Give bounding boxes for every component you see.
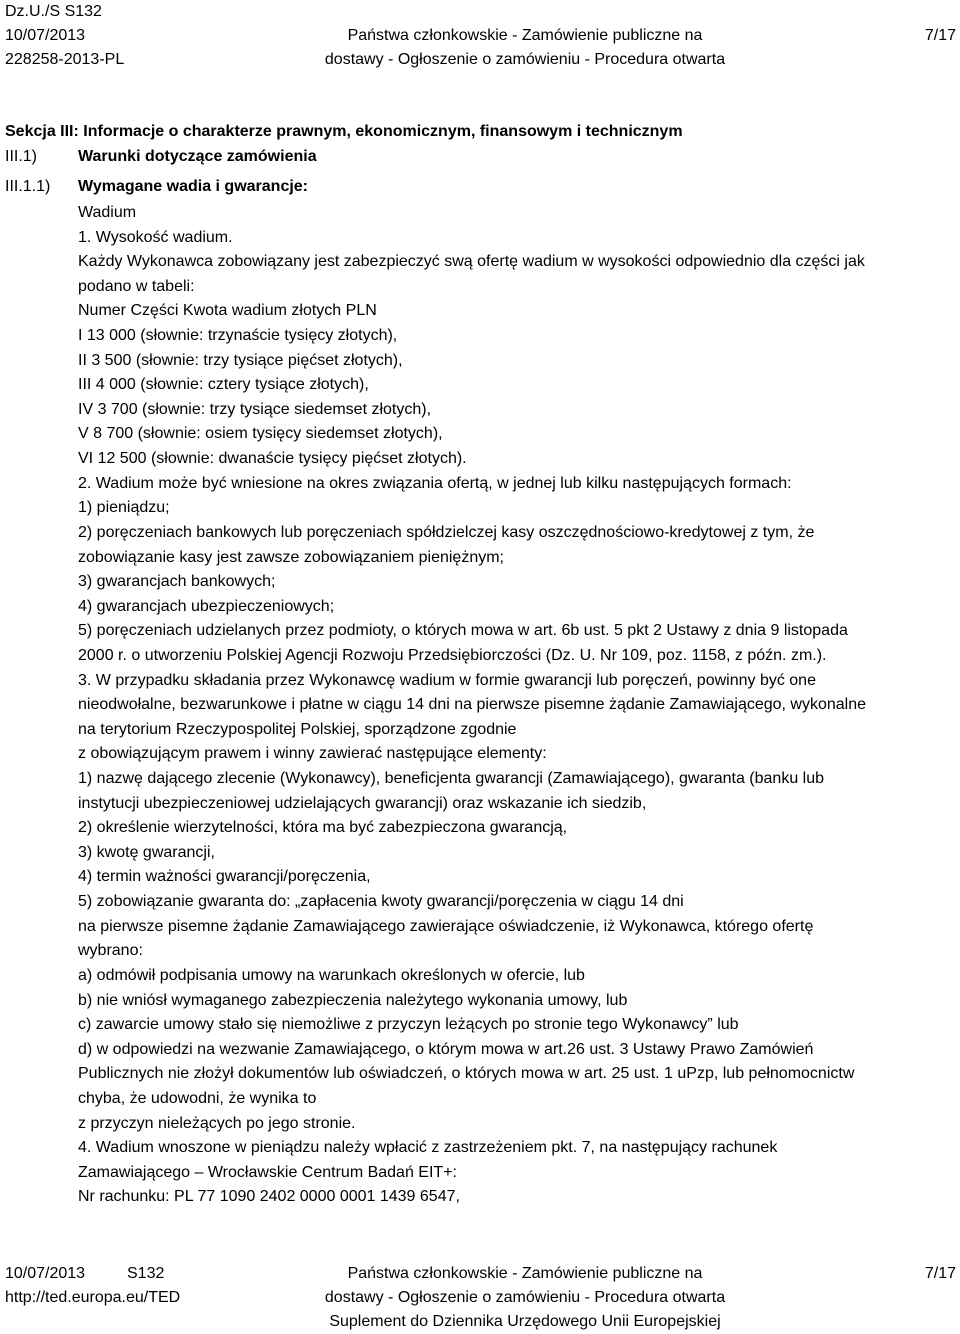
body-line: wybrano: (78, 942, 143, 960)
body-text (78, 201, 958, 1210)
section-title: Sekcja III: Informacje o charakterze prawnym, ekonomicznym, finansowym i technicznym (5, 123, 683, 140)
subsection-title: Warunki dotyczące zamówienia (78, 148, 317, 165)
journal-ref: Dz.U./S S132 (5, 3, 102, 20)
header-right (925, 0, 956, 48)
body-line: Nr rachunku: PL 77 1090 2402 0000 0001 1439 6547, (78, 1188, 460, 1206)
footer-url: http://ted.europa.eu/TED (5, 1289, 181, 1306)
body-line: 1. Wysokość wadium. (78, 228, 233, 246)
body-line: 1) nazwę dającego zlecenie (Wykonawcy), beneficjenta gwarancji (Zamawiającego), gwaranta (banku lub (78, 770, 825, 788)
footer-title-line-1: Państwa członkowskie - Zamówienie publiczne na (347, 1265, 703, 1282)
body-line: 4. Wadium wnoszone w pieniądzu należy wpłacić z zastrzeżeniem pkt. 7, na następujący rachunek (78, 1139, 778, 1157)
body-line: 5) poręczeniach udzielanych przez podmioty, o których mowa w art. 6b ust. 5 pkt 2 Ustawy z dnia 9 listopada (78, 622, 848, 640)
footer-center (300, 1262, 750, 1334)
body-line: 1) pieniądzu; (78, 499, 170, 517)
body-line: Publicznych nie złożył dokumentów lub oświadczeń, o których mowa w art. 25 ust. 1 uPzp, lub pełnomocnictw (78, 1065, 855, 1083)
body-line: zobowiązanie kasy jest zawsze zobowiązaniem pieniężnym; (78, 548, 504, 566)
header-date: 10/07/2013 (5, 27, 86, 44)
body-line: I 13 000 (słownie: trzynaście tysięcy złotych), (78, 327, 398, 345)
body-line: b) nie wniósł wymaganego zabezpieczenia należytego wykonania umowy, lub (78, 991, 628, 1009)
body-line: Numer Części Kwota wadium złotych PLN (78, 302, 377, 320)
header-left (5, 0, 124, 72)
body-line: z obowiązującym prawem i winny zawierać następujące elementy: (78, 745, 547, 763)
footer-date: 10/07/2013 (5, 1265, 86, 1282)
page-header (0, 0, 960, 72)
header-page-number: 7/17 (924, 27, 956, 44)
body-line: 3) gwarancjach bankowych; (78, 573, 276, 591)
body-line: na terytorium Rzeczypospolitej Polskiej, sporządzone zgodnie (78, 720, 517, 738)
body-line: 2. Wadium może być wniesione na okres związania ofertą, w jednej lub kilku następujących formach: (78, 474, 792, 492)
subsubsection-heading (5, 177, 308, 197)
body-line: III 4 000 (słownie: cztery tysiące złotych), (78, 376, 369, 394)
body-line: 2000 r. o utworzeniu Polskiej Agencji Rozwoju Przedsiębiorczości (Dz. U. Nr 109, poz. 1158, z późn. zm.). (78, 646, 827, 664)
body-line: 2) określenie wierzytelności, która ma być zabezpieczona gwarancją, (78, 819, 568, 837)
subsection-heading (5, 147, 317, 167)
body-line: a) odmówił podpisania umowy na warunkach określonych w ofercie, lub (78, 966, 585, 984)
header-title-line-2: dostawy - Ogłoszenie o zamówieniu - Procedura otwarta (324, 51, 726, 68)
body-line: 4) termin ważności gwarancji/poręczenia, (78, 868, 371, 886)
footer-series-col (127, 1262, 164, 1286)
header-title-line-1: Państwa członkowskie - Zamówienie publiczne na (347, 27, 703, 44)
footer-series: S132 (127, 1265, 165, 1282)
footer-right (925, 1262, 956, 1286)
body-line: Każdy Wykonawca zobowiązany jest zabezpieczyć swą ofertę wadium w wysokości odpowiednio dla części jak (78, 253, 865, 271)
body-line: 3) kwotę gwarancji, (78, 843, 215, 861)
body-line: nieodwołalne, bezwarunkowe i płatne w ciągu 14 dni na pierwsze pisemne żądanie Zamawiającego, wykonalne (78, 696, 867, 714)
body-line: 4) gwarancjach ubezpieczeniowych; (78, 597, 335, 615)
body-line: Zamawiającego – Wrocławskie Centrum Badań EIT+: (78, 1163, 457, 1181)
body-line: 2) poręczeniach bankowych lub poręczeniach spółdzielczej kasy oszczędnościowo-kredytowej z tym, że (78, 523, 815, 541)
body-line: z przyczyn nieleżących po jego stronie. (78, 1114, 356, 1132)
footer-supplement: Suplement do Dziennika Urzędowego Unii Europejskiej (329, 1313, 721, 1330)
footer-title-line-2: dostawy - Ogłoszenie o zamówieniu - Procedura otwarta (324, 1289, 726, 1306)
body-line: podano w tabeli: (78, 277, 195, 295)
body-line: chyba, że udowodni, że wynika to (78, 1089, 317, 1107)
body-line: Wadium (78, 204, 137, 221)
body-line: d) w odpowiedzi na wezwanie Zamawiającego, o którym mowa w art.26 ust. 3 Ustawy Prawo Zamówień (78, 1040, 814, 1058)
subsection-number: III.1) (5, 148, 38, 165)
body-line: V 8 700 (słownie: osiem tysięcy siedemset złotych), (78, 425, 443, 443)
body-line: na pierwsze pisemne żądanie Zamawiającego zawierające oświadczenie, iż Wykonawca, którego ofertę (78, 917, 814, 935)
body-line: IV 3 700 (słownie: trzy tysiące siedemset złotych), (78, 400, 432, 418)
header-center (300, 0, 750, 72)
body-line: VI 12 500 (słownie: dwanaście tysięcy pięćset złotych). (78, 450, 467, 468)
body-line: 5) zobowiązanie gwaranta do: „zapłacenia kwoty gwarancji/poręczenia w ciągu 14 dni (78, 893, 684, 911)
page-footer (0, 1262, 960, 1334)
subsubsection-title: Wymagane wadia i gwarancje: (78, 178, 309, 195)
subsubsection-number: III.1.1) (5, 178, 51, 195)
footer-page-number: 7/17 (924, 1265, 956, 1282)
body-line: instytucji ubezpieczeniowej udzielających gwarancji) oraz wskazanie ich siedzib, (78, 794, 647, 812)
body-line: II 3 500 (słownie: trzy tysiące pięćset złotych), (78, 351, 403, 369)
body-line: c) zawarcie umowy stało się niemożliwe z przyczyn leżących po stronie tego Wykonawcy” lub (78, 1016, 739, 1034)
body-line: 3. W przypadku składania przez Wykonawcę wadium w formie gwarancji lub poręczeń, powinny być one (78, 671, 816, 689)
notice-number: 228258-2013-PL (5, 51, 125, 68)
